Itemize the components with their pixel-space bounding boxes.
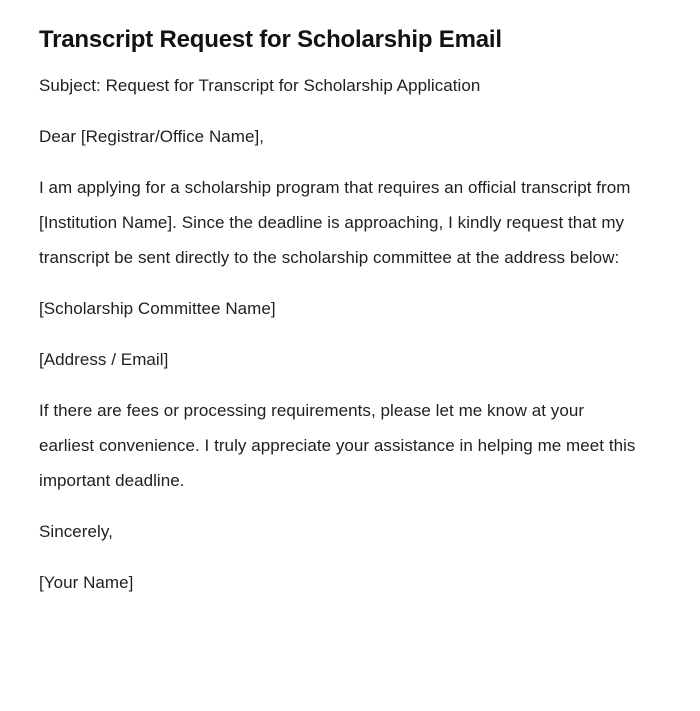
email-body-paragraph-1: I am applying for a scholarship program that requires an official transcript from [Institution Name]. Since the deadline is approaching, I kindly request that my transcript be sent directly to the scholarship committee at the address below: — [39, 178, 631, 267]
email-salutation: Dear [Registrar/Office Name], — [39, 127, 265, 146]
email-subject-line: Subject: Request for Transcript for Scholarship Application — [39, 76, 481, 95]
page-title — [39, 0, 641, 55]
email-template-article — [39, 0, 641, 600]
email-address-line-2: [Address / Email] — [39, 350, 169, 369]
email-closing: Sincerely, — [39, 522, 113, 541]
email-signature: [Your Name] — [39, 573, 134, 592]
email-body-paragraph-2: If there are fees or processing requirements, please let me know at your earliest convenience. I truly appreciate your assistance in helping me meet this important deadline. — [39, 401, 636, 490]
page-title-text: Transcript Request for Scholarship Email — [39, 26, 502, 53]
email-address-line-1: [Scholarship Committee Name] — [39, 299, 276, 318]
